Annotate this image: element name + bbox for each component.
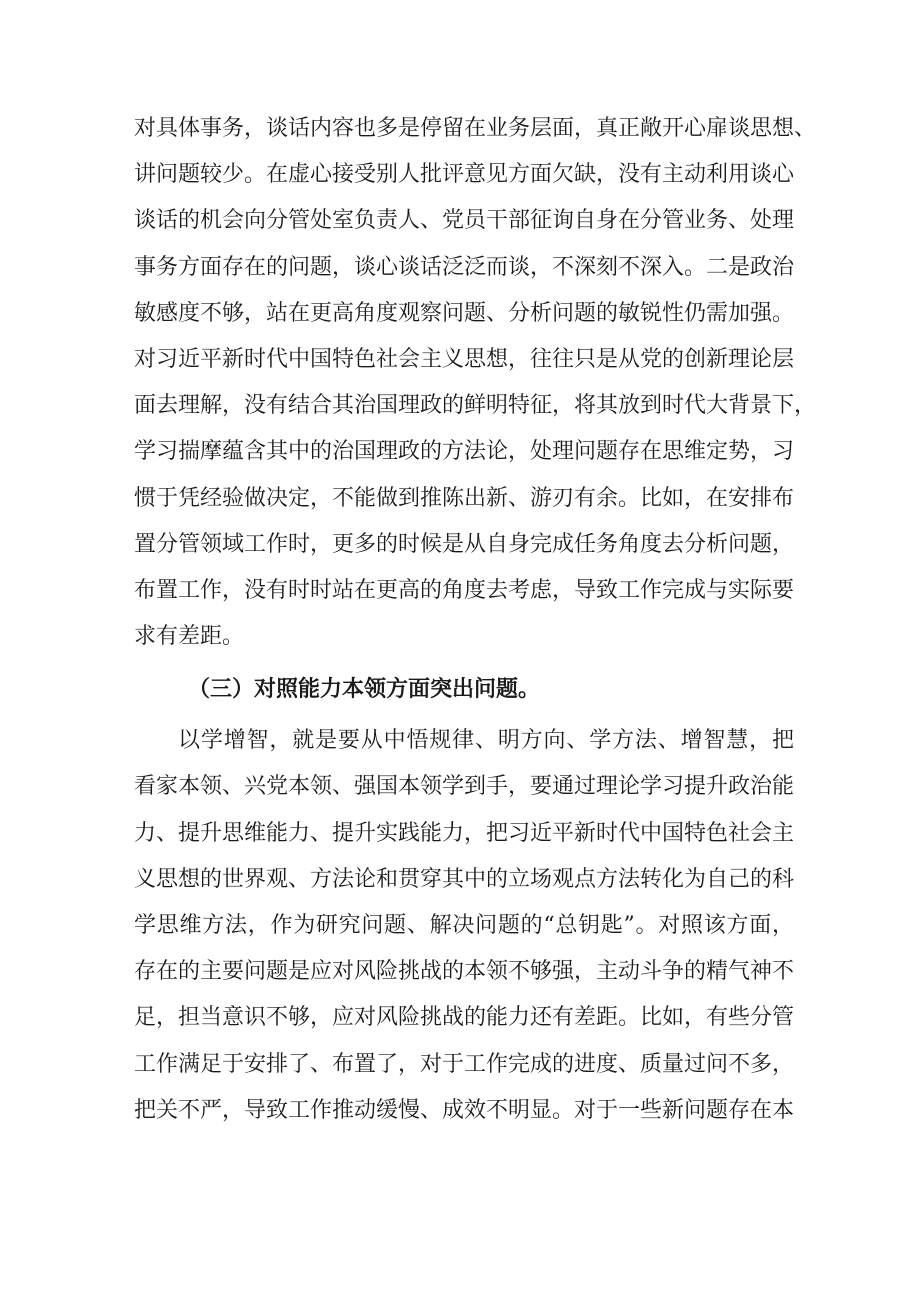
text-line: 置分管领域工作时，更多的时候是从自身完成任务角度去分析问题，	[134, 531, 795, 557]
text-line: 谈话的机会向分管处室负责人、党员干部征询自身在分管业务、处理	[134, 208, 795, 234]
text-line: 力、提升思维能力、提升实践能力，把习近平新时代中国特色社会主	[134, 820, 795, 846]
section-heading: （三）对照能力本领方面突出问题。	[188, 676, 541, 703]
text-line: 义思想的世界观、方法论和贯穿其中的立场观点方法转化为自己的科	[134, 866, 795, 892]
text-line: 学习揣摩蕴含其中的治国理政的方法论，处理问题存在思维定势，习	[134, 439, 795, 465]
text-line: 讲问题较少。在虚心接受别人批评意见方面欠缺，没有主动利用谈心	[134, 162, 795, 188]
text-line: 对习近平新时代中国特色社会主义思想，往往只是从党的创新理论层	[134, 346, 795, 372]
text-line: 面去理解，没有结合其治国理政的鲜明特征，将其放到时代大背景下，	[134, 393, 817, 419]
text-line: 布置工作，没有时时站在更高的角度去考虑，导致工作完成与实际要	[134, 577, 795, 603]
paragraph-1	[134, 106, 817, 660]
text-line: 求有差距。	[134, 624, 245, 650]
text-line: 把关不严，导致工作推动缓慢、成效不明显。对于一些新问题存在本	[134, 1097, 795, 1123]
text-line: 惯于凭经验做决定，不能做到推陈出新、游刃有余。比如，在安排布	[134, 485, 795, 511]
paragraph-2	[134, 718, 794, 1134]
text-line: 足，担当意识不够，应对风险挑战的能力还有差距。比如，有些分管	[134, 1005, 795, 1031]
text-line: 学思维方法，作为研究问题、解决问题的“总钥匙”。对照该方面，	[134, 913, 794, 938]
text-line: 对具体事务，谈话内容也多是停留在业务层面，真正敞开心扉谈思想、	[134, 116, 817, 141]
document-body	[134, 106, 817, 1134]
text-line: 敏感度不够，站在更高角度观察问题、分析问题的敏锐性仍需加强。	[134, 300, 795, 326]
text-line: 工作满足于安排了、布置了，对于工作完成的进度、质量过问不多，	[134, 1051, 795, 1077]
text-line: 事务方面存在的问题，谈心谈话泛泛而谈，不深刻不深入。二是政治	[134, 254, 795, 280]
text-line: 看家本领、兴党本领、强国本领学到手，要通过理论学习提升政治能	[134, 774, 795, 800]
text-line: 以学增智，就是要从中悟规律、明方向、学方法、增智慧，把	[178, 728, 794, 754]
text-line: 存在的主要问题是应对风险挑战的本领不够强，主动斗争的精气神不	[134, 959, 795, 985]
